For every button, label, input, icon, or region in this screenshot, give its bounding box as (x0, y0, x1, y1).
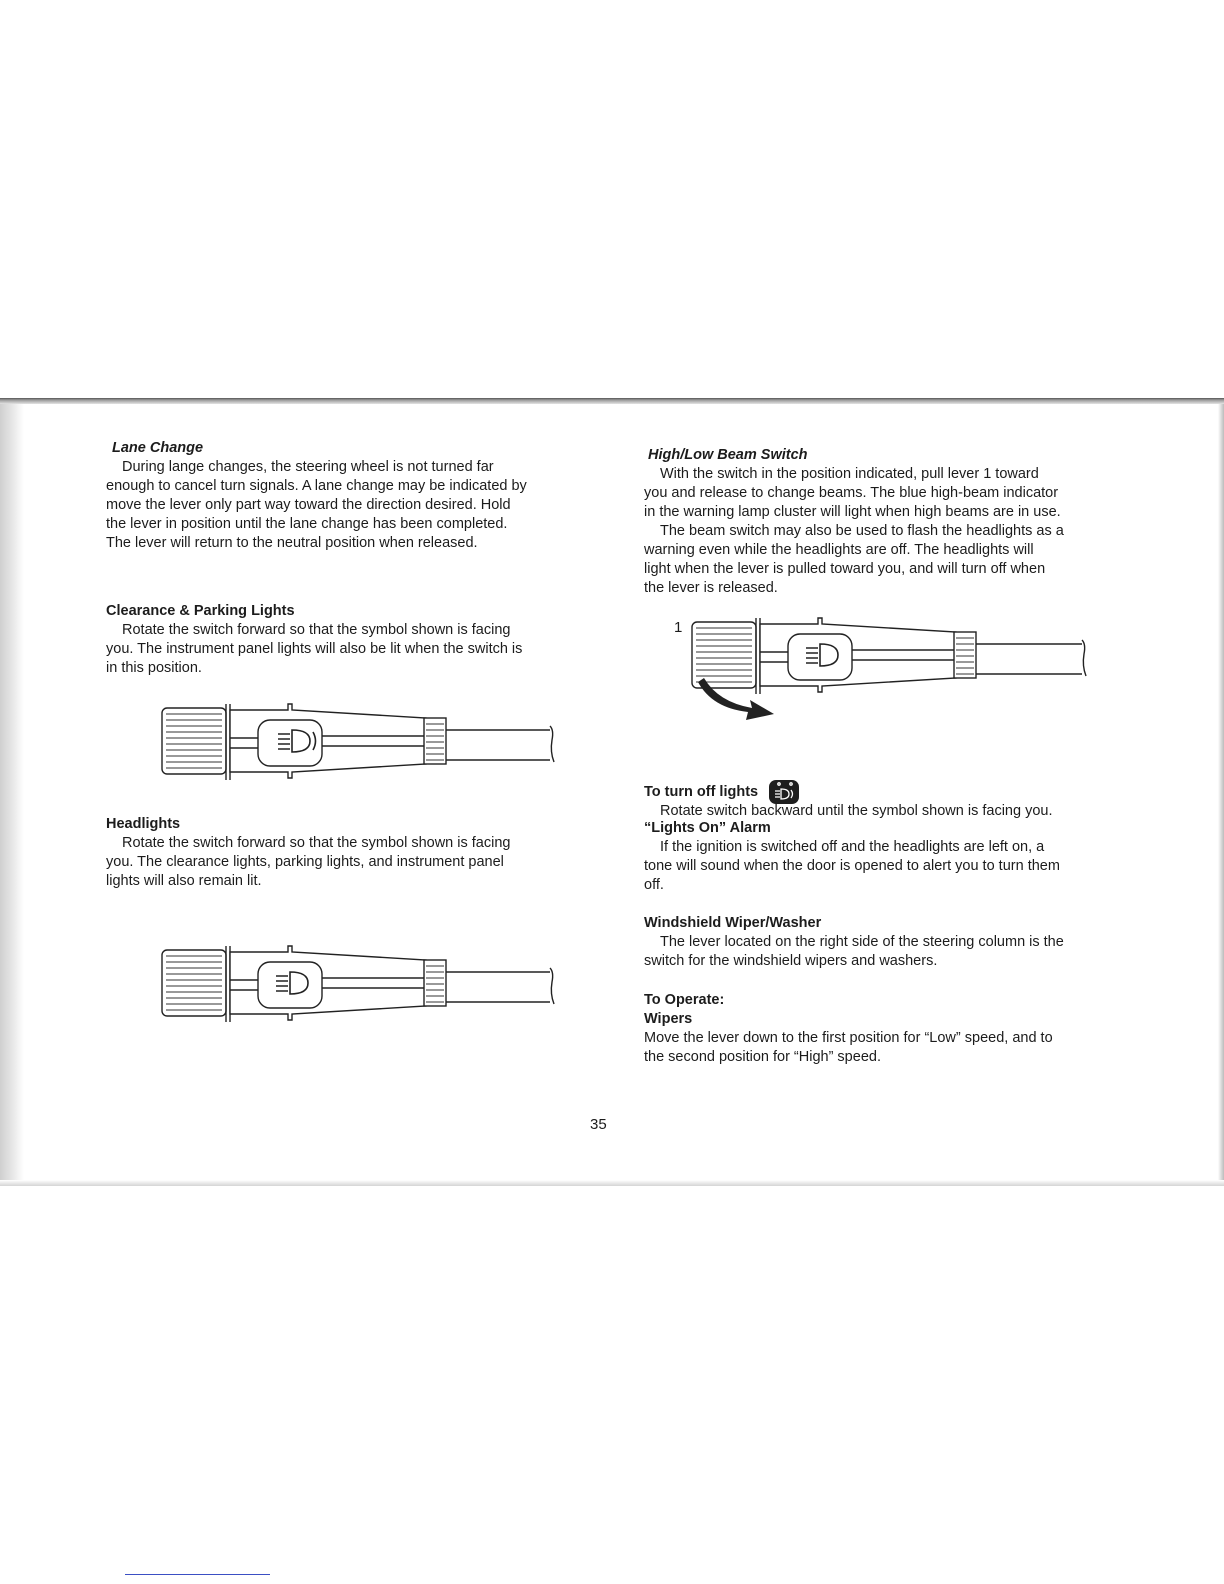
high-low-line: The beam switch may also be used to flash the headlights as a (660, 523, 1064, 539)
wiper-line: switch for the windshield wipers and washers. (644, 953, 938, 969)
heading-wipers: Wipers (644, 1011, 693, 1027)
wiper-line: The lever located on the right side of the steering column is the (660, 934, 1064, 950)
heading-turn-off: To turn off lights (644, 783, 759, 800)
high-low-line: in the warning lamp cluster will light when high beams are in use. (644, 504, 1061, 520)
section-lights-on-alarm (644, 819, 1112, 895)
clearance-line: in this position. (106, 660, 202, 676)
high-low-line: the lever is released. (644, 580, 778, 596)
lane-change-line: move the lever only part way toward the direction desired. Hold (106, 497, 511, 513)
heading-lights-on-alarm: “Lights On” Alarm (644, 820, 771, 836)
headlights-line: you. The clearance lights, parking lights, and instrument panel (106, 854, 504, 870)
wipers-line: the second position for “High” speed. (644, 1049, 881, 1065)
top-rule (0, 398, 1224, 404)
alarm-line: tone will sound when the door is opened to alert you to turn them (644, 858, 1060, 874)
headlight-lever-figure (158, 942, 560, 1028)
section-high-low-beam (644, 446, 1112, 598)
lane-change-line: enough to cancel turn signals. A lane change may be indicated by (106, 478, 527, 494)
heading-lane-change: Lane Change (112, 440, 204, 456)
high-low-line: With the switch in the position indicated, pull lever 1 toward (660, 466, 1039, 482)
clearance-line: you. The instrument panel lights will also be lit when the switch is (106, 641, 523, 657)
heading-wiper-washer: Windshield Wiper/Washer (644, 915, 822, 931)
clearance-lever-figure (158, 700, 560, 786)
heading-high-low-beam: High/Low Beam Switch (648, 447, 808, 463)
lane-change-line: the lever in position until the lane change has been completed. (106, 516, 508, 532)
wipers-line: Move the lever down to the first position for “Low” speed, and to (644, 1030, 1053, 1046)
lever-number-label: 1 (674, 619, 683, 636)
section-wiper-washer (644, 914, 1112, 971)
footer-link-rule (125, 1574, 270, 1575)
alarm-line: If the ignition is switched off and the headlights are left on, a (660, 839, 1045, 855)
heading-headlights: Headlights (106, 816, 181, 832)
section-clearance (106, 602, 566, 678)
page-number: 35 (590, 1116, 607, 1133)
page-shadow-bottom (0, 1180, 1224, 1186)
clearance-line: Rotate the switch forward so that the symbol shown is facing (122, 622, 511, 638)
high-low-line: you and release to change beams. The blue high-beam indicator (644, 485, 1059, 501)
high-low-line: warning even while the headlights are off. The headlights will (644, 542, 1034, 558)
heading-to-operate: To Operate: (644, 992, 725, 1008)
lane-change-line: During lange changes, the steering wheel is not turned far (122, 459, 494, 475)
headlights-line: Rotate the switch forward so that the symbol shown is facing (122, 835, 511, 851)
section-headlights (106, 815, 566, 891)
lane-change-line: The lever will return to the neutral position when released. (106, 535, 478, 551)
section-to-operate (644, 991, 1112, 1067)
page-shadow-right (1218, 404, 1224, 1186)
high-low-line: light when the lever is pulled toward you, and will turn off when (644, 561, 1046, 577)
section-turn-off (644, 779, 1112, 821)
headlights-line: lights will also remain lit. (106, 873, 262, 889)
section-lane-change (106, 439, 566, 553)
page-shadow-left (0, 404, 24, 1186)
turn-off-line: Rotate switch backward until the symbol shown is facing you. (660, 803, 1053, 819)
high-low-lever-figure (690, 616, 1100, 726)
heading-clearance: Clearance & Parking Lights (106, 603, 295, 619)
alarm-line: off. (644, 877, 664, 893)
